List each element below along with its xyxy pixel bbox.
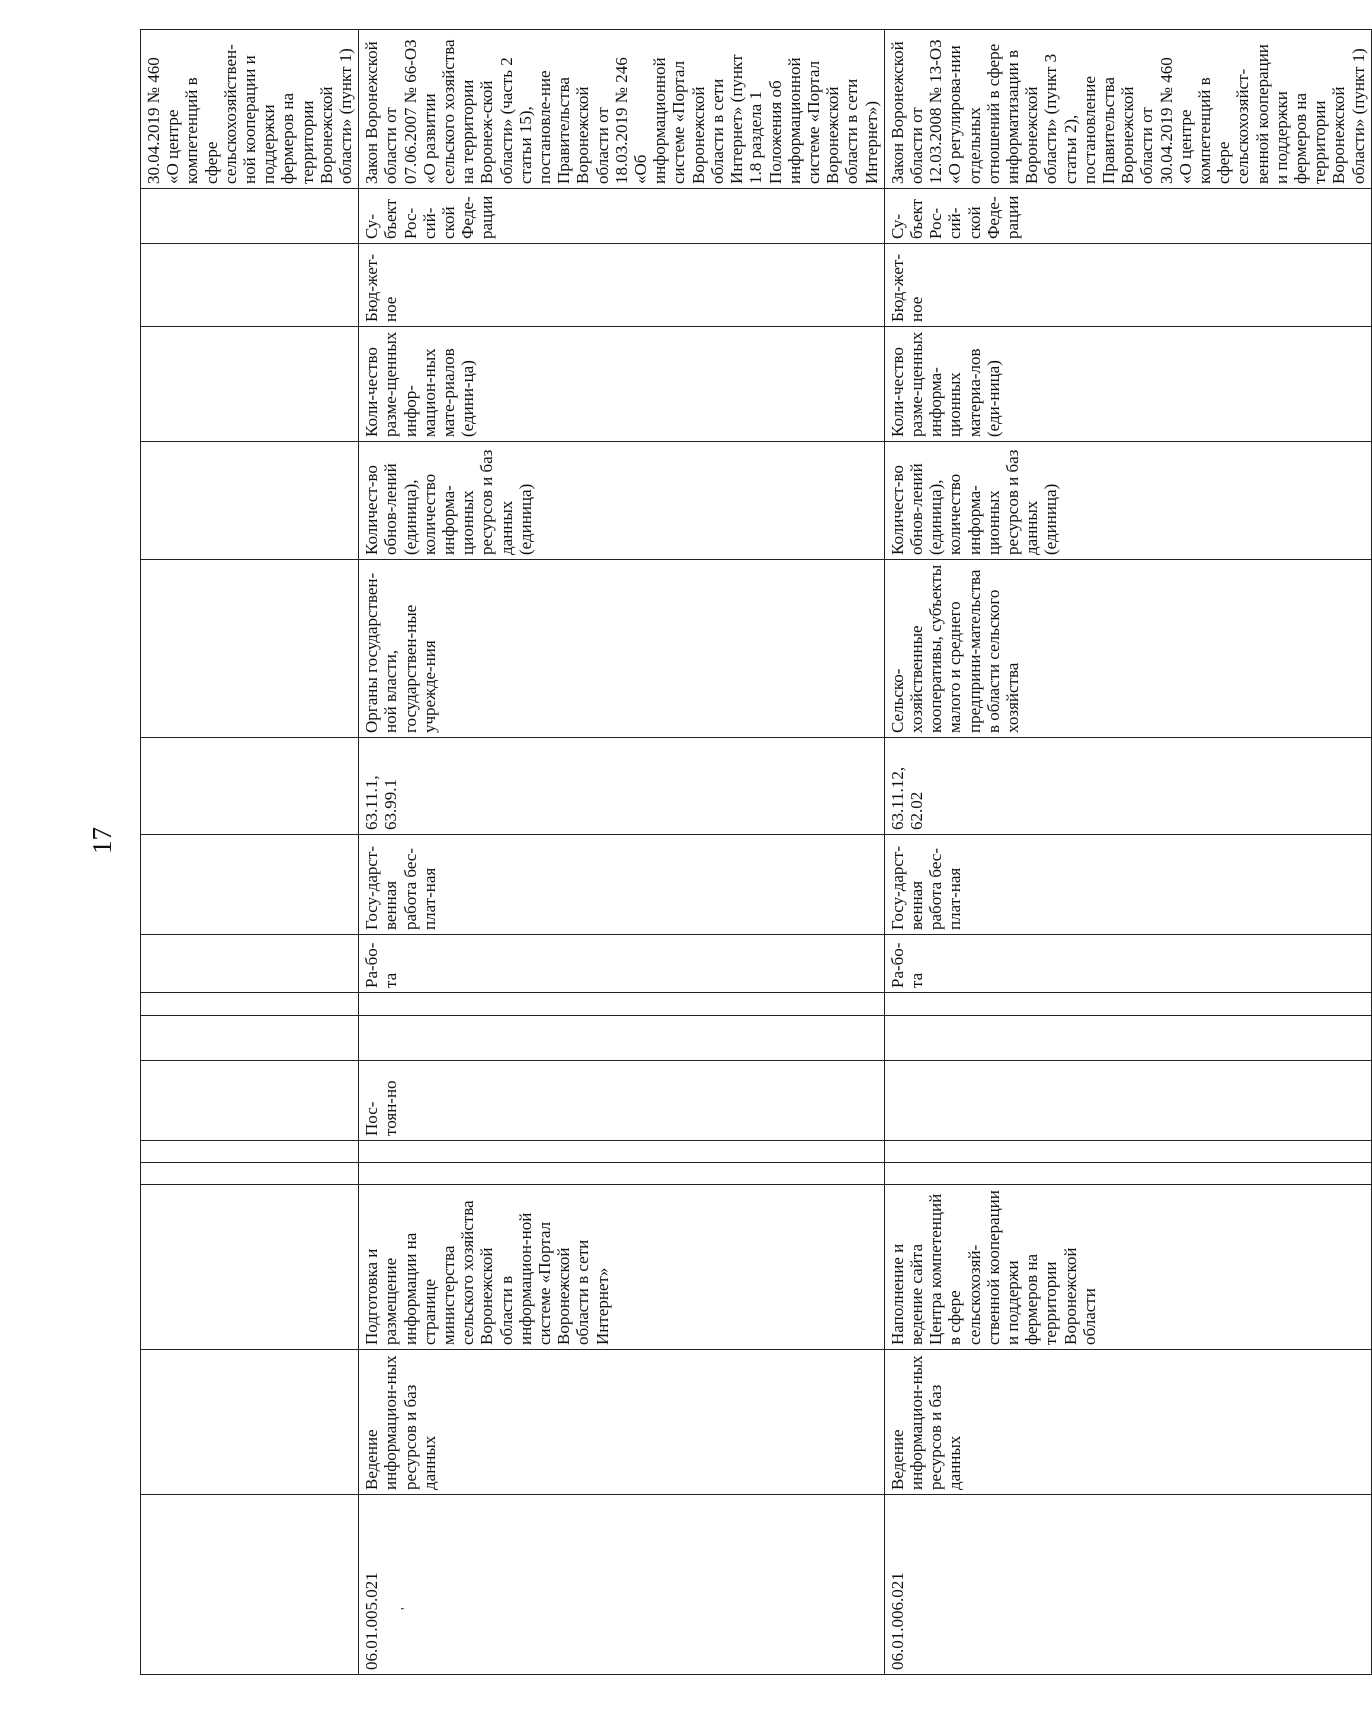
cell-legal-basis: Закон Воронежской области от 07.06.2007 № 66-ОЗ «О развитии сельского хозяйства на территории Воронеж-ской области» (часть 2 статьи 15), постановле-ние Правительства Воронежской области от 18.03.2019 № 246 «Об информационной системе «Портал Воронежской области в сети Интернет» (пункт 1.8 раздела 1 Положения об информационной системе «Портал Воронежской области в сети Интернет») xyxy=(359,30,884,189)
cell-volume-indicator xyxy=(141,327,359,442)
cell-empty xyxy=(359,1016,884,1061)
cell-content: Подготовка и размещение информации на странице министерства сельского хозяйства Воронежской области в информацион-ной системе «Портал Воронежской области в сети Интернет» xyxy=(359,1185,884,1350)
cell-quality-indicator xyxy=(141,442,359,560)
cell-empty xyxy=(884,1163,1371,1185)
cell-period xyxy=(141,1061,359,1141)
table-row xyxy=(884,30,1371,1675)
cell-empty xyxy=(359,1141,884,1163)
table-row xyxy=(141,30,359,1675)
cell-volume-indicator: Коли-чество разме-щенных инфор-мацион-ных мате-риалов (едини-ца) xyxy=(359,327,884,442)
cell-founder: Су-бъект Рос-сий-ской Феде-рации xyxy=(884,189,1371,244)
cell-service-type: Госу-дарст-венная работа бес-плат-ная xyxy=(359,835,884,935)
cell-quality-indicator: Количест-во обнов-лений (единица), количество информа-ционных ресурсов и баз данных (единица) xyxy=(884,442,1371,560)
services-table-rotated xyxy=(140,30,1368,1675)
cell-empty xyxy=(359,993,884,1016)
cell-empty xyxy=(884,1141,1371,1163)
cell-empty xyxy=(141,1163,359,1185)
cell-service-type: Госу-дарст-венная работа бес-плат-ная xyxy=(884,835,1371,935)
cell-okved: 63.11.1, 63.99.1 xyxy=(359,738,884,835)
cell-payment: Бюд-жет-ное xyxy=(884,244,1371,327)
cell-empty xyxy=(141,1016,359,1061)
cell-empty xyxy=(141,1141,359,1163)
cell-okved xyxy=(141,738,359,835)
cell-empty xyxy=(359,1163,884,1185)
cell-okved: 63.11.12, 62.02 xyxy=(884,738,1371,835)
cell-name xyxy=(141,1350,359,1495)
cell-type: Ра-бо-та xyxy=(884,935,1371,993)
cell-content xyxy=(141,1185,359,1350)
cell-id xyxy=(141,1495,359,1675)
stray-mark: ' xyxy=(399,1607,415,1610)
page-number-text: 17 xyxy=(86,826,117,854)
cell-content: Наполнение и ведение сайта Центра компетенций в сфере сельскохозяй-ственной кооперации и поддержи фермеров на территории Воронежской области xyxy=(884,1185,1371,1350)
cell-id: 06.01.006.021 xyxy=(884,1495,1371,1675)
cell-empty xyxy=(884,993,1371,1016)
cell-type: Ра-бо-та xyxy=(359,935,884,993)
cell-founder xyxy=(141,189,359,244)
cell-id: 06.01.005.021 ' xyxy=(359,1495,884,1675)
page-number xyxy=(84,810,120,870)
cell-legal-basis: Закон Воронежской области от 12.03.2008 № 13-ОЗ «О регулирова-нии отдельных отношений в сфере информатизации в Воронежской области» (пункт 3 статьи 2), постановление Правительства Воронежской области от 30.04.2019 № 460 «О центре компетенций в сфере сельскохозяйст-венной кооперации и поддержки фермеров на территории Воронежской области» (пункт 1) xyxy=(884,30,1371,189)
cell-consumers: Органы государствен-ной власти, государствен-ные учрежде-ния xyxy=(359,560,884,738)
cell-consumers xyxy=(141,560,359,738)
cell-name: Ведение информацион-ных ресурсов и баз данных xyxy=(884,1350,1371,1495)
table-row xyxy=(359,30,884,1675)
cell-period: Пос-тоян-но xyxy=(359,1061,884,1141)
services-table xyxy=(140,29,1372,1675)
cell-consumers: Сельско-хозяйственные кооперативы, субъекты малого и среднего предприни-мательства в области сельского хозяйства xyxy=(884,560,1371,738)
cell-empty xyxy=(141,993,359,1016)
cell-payment: Бюд-жет-ное xyxy=(359,244,884,327)
cell-period xyxy=(884,1061,1371,1141)
cell-legal-basis: 30.04.2019 № 460 «О центре компетенций в сфере сельскохозяйствен-ной кооперации и поддержки фермеров на территории Воронежской области» (пункт 1) xyxy=(141,30,359,189)
cell-name: Ведение информацион-ных ресурсов и баз данных xyxy=(359,1350,884,1495)
cell-service-type xyxy=(141,835,359,935)
cell-founder: Су-бъект Рос-сий-ской Феде-рации xyxy=(359,189,884,244)
cell-volume-indicator: Коли-чество разме-щенных информа-ционных материа-лов (еди-ница) xyxy=(884,327,1371,442)
cell-payment xyxy=(141,244,359,327)
cell-empty xyxy=(884,1016,1371,1061)
cell-type xyxy=(141,935,359,993)
cell-quality-indicator: Количест-во обнов-лений (единица), количество информа-ционных ресурсов и баз данных (единица) xyxy=(359,442,884,560)
